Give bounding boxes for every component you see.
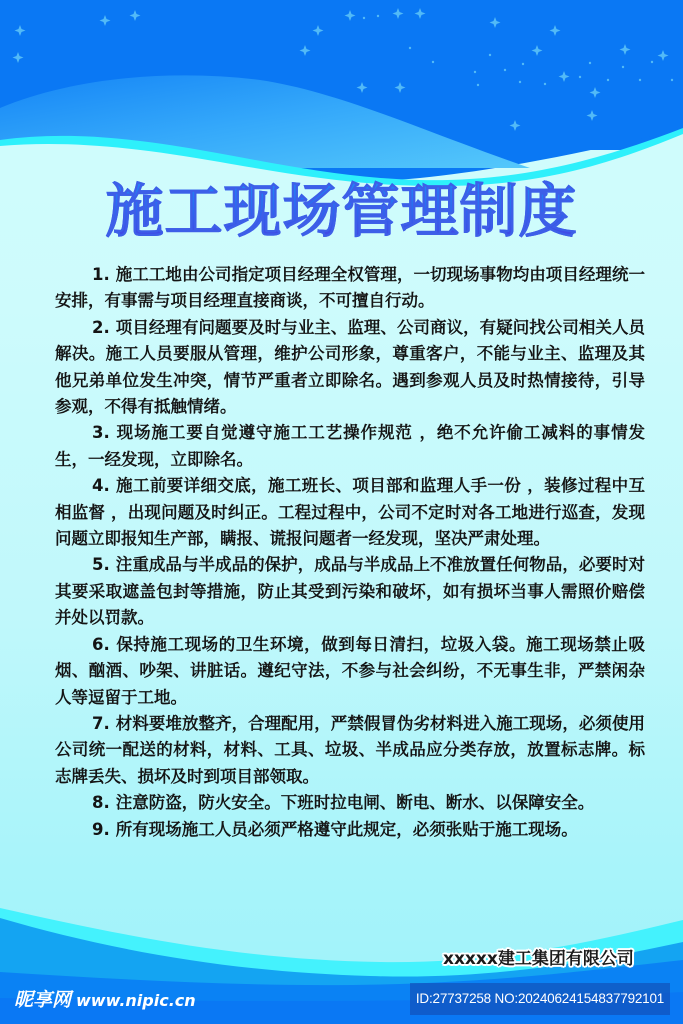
rule-text: 施工工地由公司指定项目经理全权管理，一切现场事物均由项目经理统一安排，有事需与项目经理直接商谈，不可擅自行动。 — [55, 265, 645, 311]
rule-number: 1. — [92, 265, 110, 284]
rule-text: 施工前要详细交底，施工班长、项目部和监理人手一份 ，装修过程中互相监督 ，出现问题及时纠正。工程过程中，公司不定时对各工地进行巡查，发现问题立即报知生产部，瞒报、谎报问题者一经发现，坚决严肃处理。 — [55, 476, 645, 549]
rule-text: 现场施工要自觉遵守施工工艺操作规范 ，绝不允许偷工减料的事情发生，一经发现，立即除名。 — [55, 423, 645, 469]
rule-text: 项目经理有问题要及时与业主、监理、公司商议，有疑问找公司相关人员解决。施工人员要服从管理，维护公司形象，尊重客户，不能与业主、监理及其他兄弟单位发生冲突，情节严重者立即除名。遇到参观人员及时热情接待，引导参观，不得有抵触情绪。 — [55, 317, 645, 417]
rule-item — [55, 790, 645, 816]
watermark-logo — [14, 985, 196, 1012]
rule-text: 注重成品与半成品的保护，成品与半成品上不准放置任何物品，必要时对其要采取遮盖包封等措施，防止其受到污染和破坏，如有损坏当事人需照价赔偿并处以罚款。 — [55, 555, 645, 628]
rule-number: 7. — [92, 713, 110, 733]
rule-number: 5. — [92, 555, 110, 575]
watermark-site-link[interactable]: www.nipic.cn — [76, 991, 196, 1010]
rule-item — [55, 552, 645, 631]
rule-item — [55, 632, 645, 711]
rule-item — [55, 817, 645, 843]
rule-text: 注意防盗，防火安全。下班时拉电闸、断电、断水、以保障安全。 — [115, 793, 595, 813]
rule-item — [55, 315, 645, 421]
rule-item — [55, 473, 645, 552]
rule-number: 4. — [92, 476, 110, 496]
rule-item — [55, 711, 645, 790]
rule-text: 材料要堆放整齐，合理配用，严禁假冒伪劣材料进入施工现场，必须使用公司统一配送的材料，材料、工具、垃圾、半成品应分类存放，放置标志牌。标志牌丢失、损坏及时到项目部领取。 — [55, 713, 645, 786]
rule-number: 3. — [92, 423, 110, 443]
rule-text: 保持施工现场的卫生环境，做到每日清扫，垃圾入袋。施工现场禁止吸烟、酗酒、吵架、讲脏话。遵纪守法，不参与社会纠纷，不无事生非，严禁闲杂人等逗留于工地。 — [55, 634, 645, 707]
rule-number: 2. — [92, 317, 110, 337]
watermark-id-label: ID:27737258 NO:20240624154837792101 — [410, 983, 670, 1015]
rule-number: 8. — [92, 793, 110, 813]
watermark-logo-text: 昵享网 — [14, 989, 72, 1011]
rule-item — [55, 420, 645, 473]
rule-text: 所有现场施工人员必须严格遵守此规定，必须张贴于施工现场。 — [115, 819, 578, 839]
poster-title: 施工现场管理制度 — [0, 176, 683, 246]
company-name: xxxxx建工集团有限公司 — [443, 949, 634, 969]
rule-number: 9. — [92, 819, 110, 839]
rules-list — [55, 262, 645, 843]
rule-number: 6. — [92, 634, 110, 654]
rule-item — [55, 262, 645, 315]
header-wave-decoration — [0, 0, 683, 190]
